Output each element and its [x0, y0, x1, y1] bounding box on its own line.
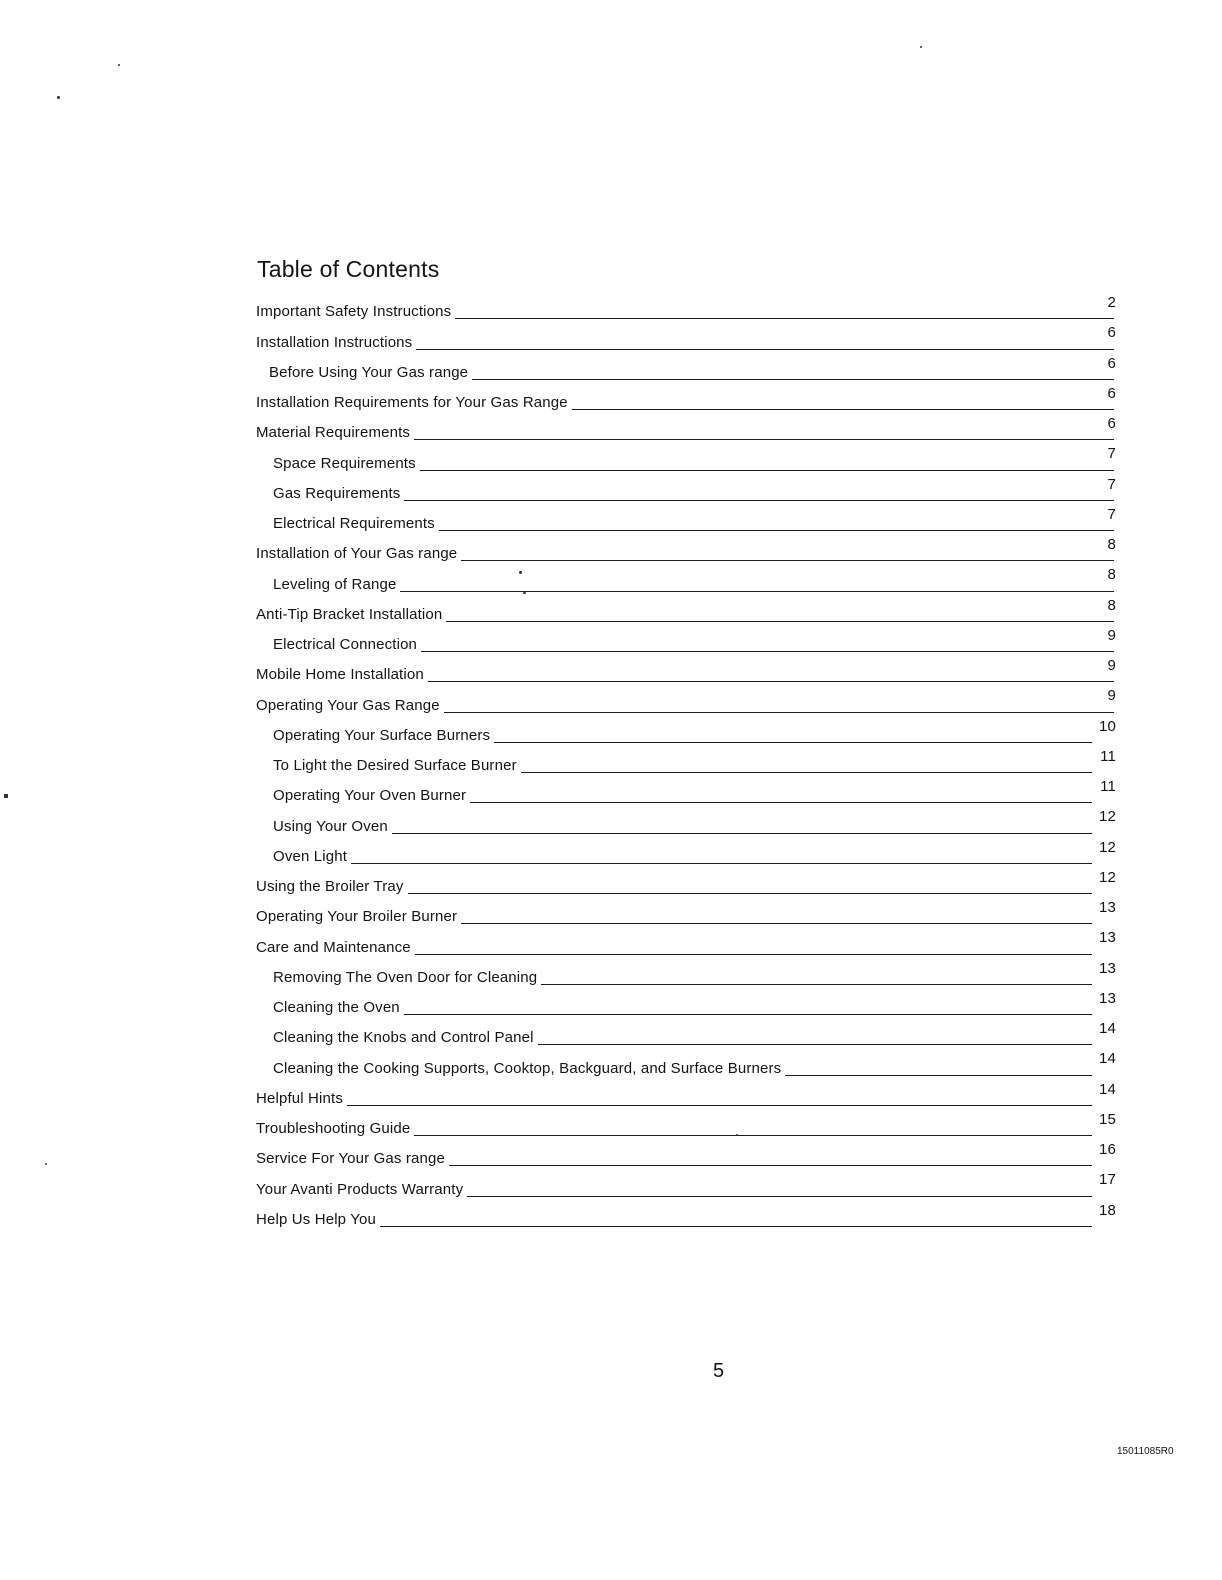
toc-entry-label: Operating Your Gas Range — [256, 696, 440, 714]
toc-entry-label: Mobile Home Installation — [256, 666, 424, 684]
toc-entry-page: 9 — [1107, 687, 1116, 705]
toc-leader-line — [467, 1196, 1092, 1197]
toc-leader-line — [446, 621, 1114, 622]
toc-leader-line — [416, 349, 1114, 350]
toc-entry — [254, 625, 1120, 655]
toc-entry-page: 13 — [1099, 989, 1116, 1007]
toc-leader-line — [351, 863, 1092, 864]
scan-speck — [920, 46, 922, 48]
toc-entry-label: Using the Broiler Tray — [256, 878, 404, 895]
toc-entry — [254, 655, 1120, 685]
toc-entry-page: 8 — [1107, 536, 1116, 553]
toc-entry-page: 12 — [1099, 808, 1116, 826]
toc-entry-page: 13 — [1099, 959, 1116, 977]
scan-speck — [523, 592, 526, 594]
toc-leader-line — [472, 379, 1114, 380]
toc-entry — [254, 353, 1120, 383]
toc-entry-label: Cleaning the Oven — [273, 999, 400, 1016]
toc-leader-line — [404, 1014, 1092, 1015]
table-of-contents — [254, 292, 1120, 1230]
toc-entry-page: 8 — [1107, 596, 1116, 614]
toc-leader-line — [414, 439, 1114, 440]
toc-entry — [254, 383, 1120, 413]
toc-entry-label: Operating Your Surface Burners — [273, 726, 491, 744]
toc-leader-line — [541, 984, 1092, 985]
toc-entry-label: Helpful Hints — [256, 1089, 343, 1107]
toc-entry-label: Installation Requirements for Your Gas Range — [256, 394, 568, 411]
toc-entry-label: Care and Maintenance — [256, 938, 411, 956]
toc-entry-page: 6 — [1107, 415, 1116, 432]
toc-entry-label: Important Safety Instructions — [256, 303, 452, 321]
toc-entry — [254, 746, 1120, 776]
toc-entry-label: To Light the Desired Surface Burner — [273, 757, 517, 774]
toc-entry-page: 12 — [1099, 868, 1116, 886]
toc-leader-line — [494, 742, 1092, 743]
scan-speck — [45, 1163, 47, 1165]
toc-entry — [254, 988, 1120, 1018]
toc-entry — [254, 1169, 1120, 1199]
toc-leader-line — [414, 1135, 1092, 1136]
toc-entry — [254, 776, 1120, 806]
toc-entry-page: 2 — [1107, 294, 1116, 311]
toc-entry-page: 13 — [1099, 899, 1116, 916]
toc-entry — [254, 837, 1120, 867]
toc-leader-line — [461, 923, 1092, 924]
page-title: Table of Contents — [257, 256, 440, 282]
toc-entry-page: 17 — [1099, 1171, 1116, 1189]
toc-entry-label: Cleaning the Knobs and Control Panel — [273, 1029, 534, 1047]
toc-entry-label: Your Avanti Products Warranty — [256, 1180, 464, 1198]
toc-entry-label: Electrical Connection — [273, 636, 418, 653]
toc-entry — [254, 685, 1120, 715]
toc-entry — [254, 474, 1120, 504]
toc-entry-page: 9 — [1107, 626, 1116, 644]
toc-leader-line — [404, 500, 1114, 501]
toc-leader-line — [380, 1226, 1092, 1227]
toc-entry-label: Help Us Help You — [256, 1210, 376, 1228]
toc-entry-label: Installation Instructions — [256, 333, 413, 351]
toc-entry — [254, 958, 1120, 988]
toc-leader-line — [392, 833, 1092, 834]
toc-entry-label: Cleaning the Cooking Supports, Cooktop, Backguard, and Surface Burners — [273, 1059, 782, 1077]
toc-entry-page: 6 — [1107, 324, 1116, 342]
toc-entry-page: 15 — [1099, 1110, 1116, 1128]
toc-entry — [254, 1109, 1120, 1139]
toc-leader-line — [538, 1044, 1092, 1045]
toc-entry-page: 6 — [1107, 354, 1116, 372]
toc-entry-label: Removing The Oven Door for Cleaning — [273, 968, 538, 986]
toc-entry-label: Space Requirements — [273, 454, 416, 472]
toc-entry-page: 6 — [1107, 384, 1116, 402]
toc-leader-line — [428, 681, 1114, 682]
toc-entry-label: Gas Requirements — [273, 484, 401, 502]
toc-entry — [254, 443, 1120, 473]
toc-entry-label: Leveling of Range — [273, 575, 397, 593]
toc-entry-label: Before Using Your Gas range — [269, 363, 469, 381]
toc-entry-label: Electrical Requirements — [273, 515, 435, 532]
toc-entry-page: 16 — [1099, 1141, 1116, 1158]
toc-entry-page: 7 — [1107, 445, 1116, 463]
toc-leader-line — [455, 318, 1114, 319]
scan-speck — [4, 794, 8, 798]
toc-leader-line — [470, 802, 1092, 803]
toc-leader-line — [439, 530, 1114, 531]
toc-entry — [254, 897, 1120, 927]
toc-entry-label: Service For Your Gas range — [256, 1150, 445, 1168]
scan-speck — [57, 96, 60, 99]
toc-entry — [254, 1200, 1120, 1230]
toc-entry-page: 11 — [1100, 778, 1116, 795]
scan-speck — [736, 1134, 738, 1136]
toc-entry-label: Material Requirements — [256, 424, 411, 442]
toc-entry-page: 18 — [1099, 1201, 1116, 1219]
toc-entry — [254, 1018, 1120, 1048]
toc-leader-line — [421, 651, 1114, 652]
toc-leader-line — [415, 954, 1092, 955]
toc-entry — [254, 595, 1120, 625]
toc-entry-page: 12 — [1099, 838, 1116, 856]
toc-entry-label: Operating Your Oven Burner — [273, 787, 467, 805]
toc-entry — [254, 504, 1120, 534]
toc-entry — [254, 413, 1120, 443]
toc-entry-label: Troubleshooting Guide — [256, 1120, 411, 1137]
scan-speck — [118, 64, 120, 66]
page-number: 5 — [713, 1360, 725, 1382]
toc-entry — [254, 1139, 1120, 1169]
toc-entry-page: 10 — [1099, 717, 1116, 735]
toc-leader-line — [449, 1165, 1092, 1166]
toc-leader-line — [408, 893, 1092, 894]
toc-entry-label: Anti-Tip Bracket Installation — [256, 605, 443, 623]
toc-entry-page: 7 — [1107, 475, 1116, 493]
toc-leader-line — [572, 409, 1114, 410]
toc-leader-line — [420, 470, 1114, 471]
toc-entry — [254, 292, 1120, 322]
scan-speck — [519, 571, 522, 574]
toc-entry-label: Installation of Your Gas range — [256, 545, 458, 563]
document-code: 15011085R0 — [1117, 1446, 1174, 1457]
toc-leader-line — [461, 560, 1114, 561]
toc-entry-page: 11 — [1100, 747, 1116, 765]
toc-entry-label: Using Your Oven — [273, 817, 388, 835]
toc-leader-line — [347, 1105, 1092, 1106]
toc-entry — [254, 806, 1120, 836]
toc-entry — [254, 867, 1120, 897]
toc-leader-line — [444, 712, 1114, 713]
toc-leader-line — [400, 591, 1114, 592]
toc-entry-page: 7 — [1107, 505, 1116, 523]
toc-leader-line — [785, 1075, 1092, 1076]
toc-entry-page: 14 — [1099, 1080, 1116, 1098]
toc-entry — [254, 1079, 1120, 1109]
toc-entry-page: 8 — [1107, 566, 1116, 584]
toc-entry-page: 13 — [1099, 929, 1116, 947]
toc-entry — [254, 927, 1120, 957]
toc-entry-label: Operating Your Broiler Burner — [256, 908, 458, 926]
toc-entry — [254, 534, 1120, 564]
toc-entry-page: 14 — [1099, 1050, 1116, 1068]
toc-entry — [254, 716, 1120, 746]
toc-leader-line — [521, 772, 1092, 773]
toc-entry-page: 14 — [1099, 1020, 1116, 1037]
toc-entry — [254, 1048, 1120, 1078]
toc-entry-page: 9 — [1107, 657, 1116, 674]
toc-entry-label: Oven Light — [273, 847, 348, 865]
toc-entry — [254, 322, 1120, 352]
toc-entry — [254, 564, 1120, 594]
